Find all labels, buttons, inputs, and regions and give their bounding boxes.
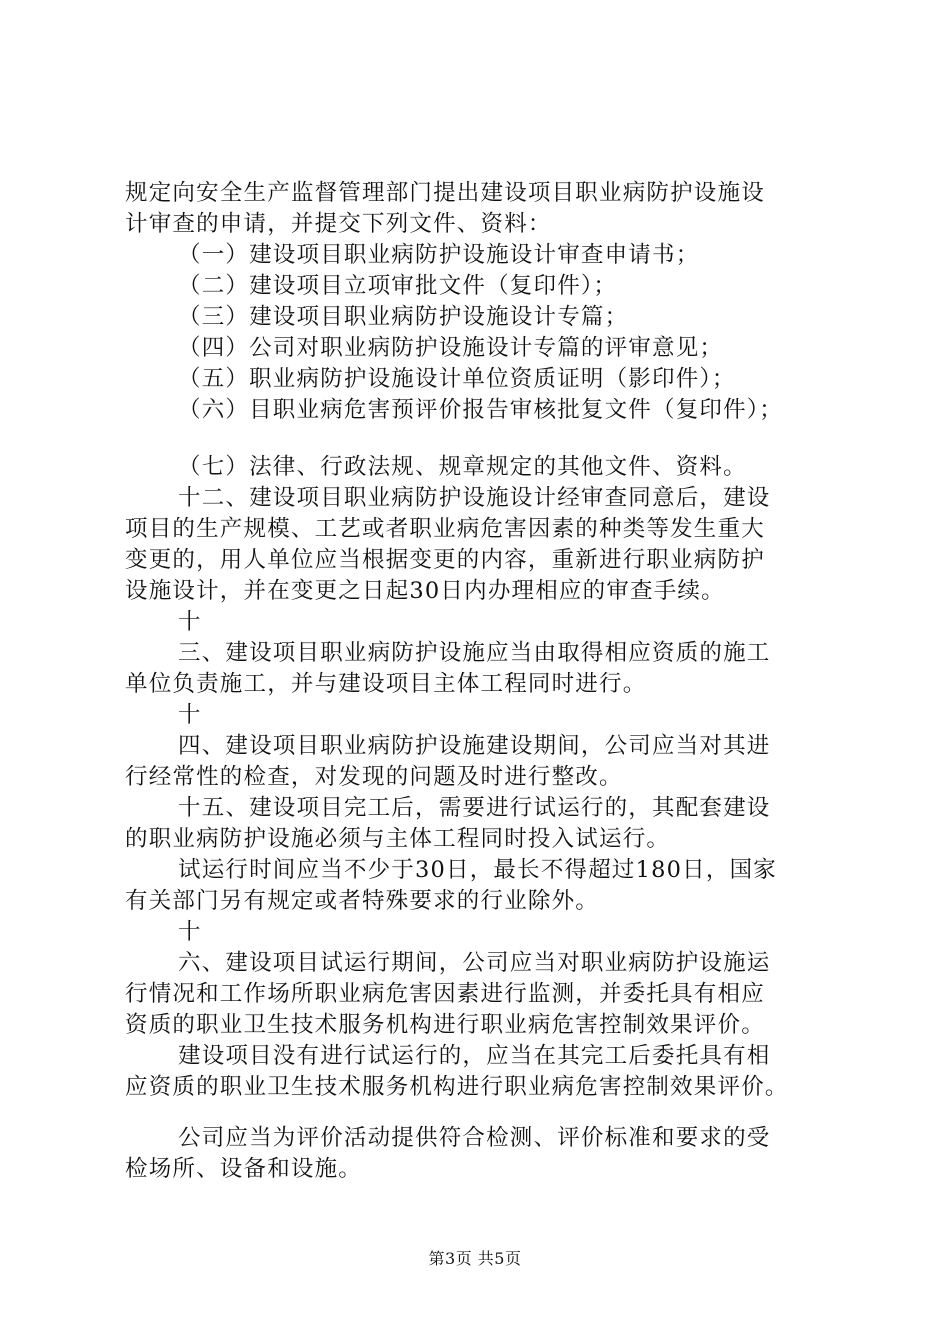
section-13 — [125, 607, 845, 700]
item-list — [125, 240, 845, 426]
list-item: （四）公司对职业病防护设施设计专篇的评审意见； — [178, 335, 724, 361]
page-number-footer: 第3页 共5页 — [428, 1249, 522, 1268]
list-item: （七）法律、行政法规、规章规定的其他文件、资料。 — [178, 454, 747, 480]
list-item: （五）职业病防护设施设计单位资质证明（影印件）； — [178, 366, 736, 392]
text-line: 规定向安全生产监督管理部门提出建设项目职业病防护设施设 — [125, 180, 765, 206]
paragraph-intro — [125, 178, 845, 240]
section-15 — [125, 793, 845, 917]
section-number-fragment: 十 — [178, 919, 202, 945]
text-line: 公司应当为评价活动提供符合检测、评价标准和要求的受 — [178, 1125, 771, 1151]
list-item: （六）目职业病危害预评价报告审核批复文件（复印件）； — [178, 397, 783, 423]
section-16 — [125, 917, 845, 1103]
text-line: 试运行时间应当不少于30日，最长不得超过180日，国家 — [178, 857, 777, 883]
text-line: 行经常性的检查，对发现的问题及时进行整改。 — [125, 764, 623, 790]
section-number-fragment: 十 — [178, 702, 202, 728]
list-item: （二）建设项目立项审批文件（复印件）； — [178, 273, 618, 299]
text-line: 计审查的申请，并提交下列文件、资料： — [125, 211, 552, 237]
text-line: 行情况和工作场所职业病危害因素进行监测，并委托具有相应 — [125, 981, 765, 1007]
list-item-7 — [125, 452, 845, 483]
list-item: （三）建设项目职业病防护设施设计专篇； — [178, 304, 629, 330]
text-line: 十二、建设项目职业病防护设施设计经审查同意后，建设 — [178, 485, 771, 511]
text-line: 六、建设项目试运行期间，公司应当对职业病防护设施运 — [178, 950, 771, 976]
text-line: 变更的，用人单位应当根据变更的内容，重新进行职业病防护 — [125, 547, 765, 573]
text-line: 设施设计，并在变更之日起30日内办理相应的审查手续。 — [125, 578, 725, 604]
section-16-closing — [125, 1123, 845, 1185]
text-line: 四、建设项目职业病防护设施建设期间，公司应当对其进 — [178, 733, 771, 759]
text-line: 应资质的职业卫生技术服务机构进行职业病危害控制效果评价。 — [125, 1074, 789, 1100]
text-line: 检场所、设备和设施。 — [125, 1156, 363, 1182]
section-12 — [125, 483, 845, 607]
text-line: 资质的职业卫生技术服务机构进行职业病危害控制效果评价。 — [125, 1012, 765, 1038]
text-line: 十五、建设项目完工后，需要进行试运行的，其配套建设 — [178, 795, 771, 821]
text-line: 的职业病防护设施必须与主体工程同时投入试运行。 — [125, 826, 671, 852]
section-14 — [125, 700, 845, 793]
text-line: 三、建设项目职业病防护设施应当由取得相应资质的施工 — [178, 640, 771, 666]
section-number-fragment: 十 — [178, 609, 202, 635]
list-item: （一）建设项目职业病防护设施设计审查申请书； — [178, 242, 700, 268]
text-line: 项目的生产规模、工艺或者职业病危害因素的种类等发生重大 — [125, 516, 765, 542]
text-line: 有关部门另有规定或者特殊要求的行业除外。 — [125, 888, 600, 914]
text-line: 建设项目没有进行试运行的，应当在其完工后委托具有相 — [178, 1043, 771, 1069]
text-line: 单位负责施工，并与建设项目主体工程同时进行。 — [125, 671, 647, 697]
